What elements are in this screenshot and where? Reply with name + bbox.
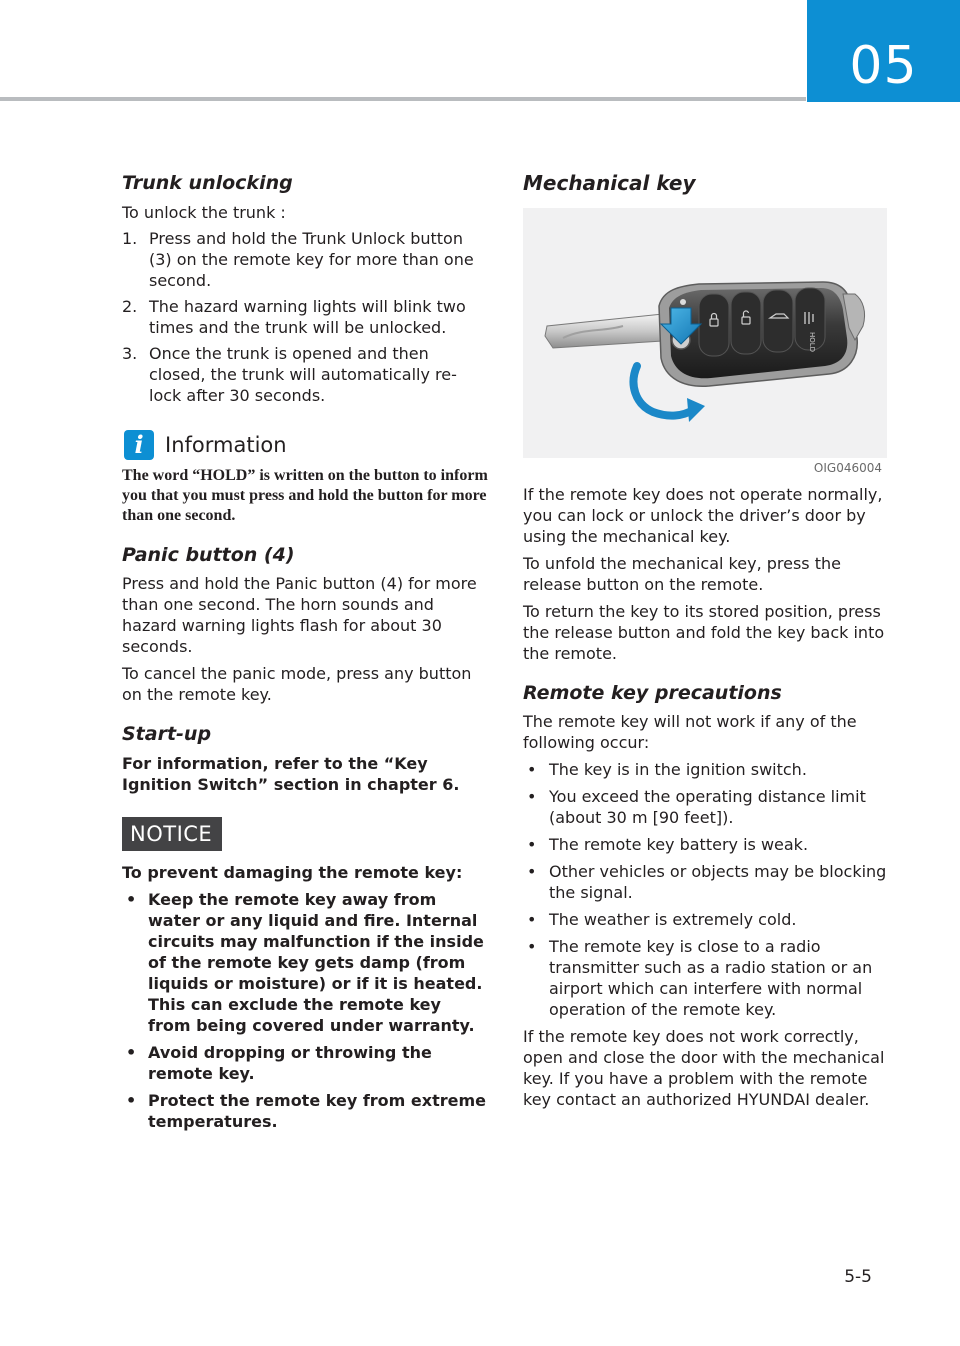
mechanical-paragraph-2: To unfold the mechanical key, press the release button on the remote. <box>523 554 841 594</box>
trunk-step: 3. Once the trunk is opened and then closed, the trunk will automatically re-lock after 30 seconds. <box>122 344 457 405</box>
header-rule <box>0 97 806 101</box>
chapter-number: 05 <box>849 36 918 96</box>
precaution-item: • You exceed the operating distance limit (about 30 m [90 feet]). <box>527 787 866 827</box>
notice-list <box>122 889 488 1132</box>
notice-badge: NOTICE <box>122 817 222 851</box>
information-title: Information <box>165 433 287 457</box>
page-number: 5-5 <box>844 1267 872 1287</box>
trunk-steps-list <box>122 228 488 406</box>
trunk-step: 1. Press and hold the Trunk Unlock button (3) on the remote key for more than one second. <box>122 229 474 290</box>
hold-label: HOLD <box>808 332 816 353</box>
trunk-intro: To unlock the trunk : <box>122 203 286 222</box>
mechanical-paragraph-3: To return the key to its stored position, press the release button and fold the key back into the remote. <box>523 602 885 663</box>
key-blade <box>545 314 673 348</box>
chapter-tab <box>807 0 960 102</box>
precautions-list <box>523 759 887 1020</box>
precaution-item: • The key is in the ignition switch. <box>527 760 807 779</box>
trunk-step: 2. The hazard warning lights will blink two times and the trunk will be unlocked. <box>122 297 466 337</box>
notice-intro: To prevent damaging the remote key: <box>122 863 463 882</box>
precautions-outro: If the remote key does not work correctly, open and close the door with the mechanical key. If you have a problem with the remote key contact an authorized HYUNDAI dealer. <box>523 1027 885 1109</box>
information-header <box>122 430 488 460</box>
left-column <box>122 170 488 1132</box>
startup-heading: Start-up <box>122 723 212 745</box>
precaution-item: • The remote key battery is weak. <box>527 835 809 854</box>
precaution-item: • The remote key is close to a radio transmitter such as a radio station or an airport which can interfere with normal operation of the remote key. <box>527 937 873 1019</box>
precaution-item: • Other vehicles or objects may be blocking the signal. <box>527 862 887 902</box>
panic-paragraph: Press and hold the Panic button (4) for more than one second. The horn sounds and hazard warning lights flash for about 30 seconds. <box>122 574 477 656</box>
precautions-intro: The remote key will not work if any of the following occur: <box>523 712 857 752</box>
mechanical-key-heading: Mechanical key <box>523 171 696 195</box>
right-column <box>523 170 887 1110</box>
figure-code: OIG046004 <box>813 461 882 475</box>
panic-button-heading: Panic button (4) <box>122 544 295 566</box>
mechanical-paragraph-1: If the remote key does not operate normally, you can lock or unlock the driver’s door by using the mechanical key. <box>523 485 883 546</box>
notice-item: • Avoid dropping or throwing the remote key. <box>126 1043 432 1083</box>
precautions-heading: Remote key precautions <box>523 682 782 704</box>
notice-item: • Protect the remote key from extreme temperatures. <box>126 1091 486 1131</box>
mechanical-key-figure <box>523 208 887 458</box>
panic-cancel-paragraph: To cancel the panic mode, press any button on the remote key. <box>122 664 472 704</box>
trunk-unlocking-heading: Trunk unlocking <box>122 172 293 194</box>
notice-item: • Keep the remote key away from water or any liquid and fire. Internal circuits may malfunction if the inside of the remote key gets damp (from liquids or moisture) or if it is heated. This can exclude the remote key from being covered under warranty. <box>126 890 484 1035</box>
startup-text: For information, refer to the “Key Ignition Switch” section in chapter 6. <box>122 754 460 794</box>
precaution-item: • The weather is extremely cold. <box>527 910 797 929</box>
info-icon: i <box>124 430 154 460</box>
information-text: The word “HOLD” is written on the button to inform you that you must press and hold the button for more than one second. <box>122 467 488 524</box>
remote-key-illustration <box>523 208 887 458</box>
